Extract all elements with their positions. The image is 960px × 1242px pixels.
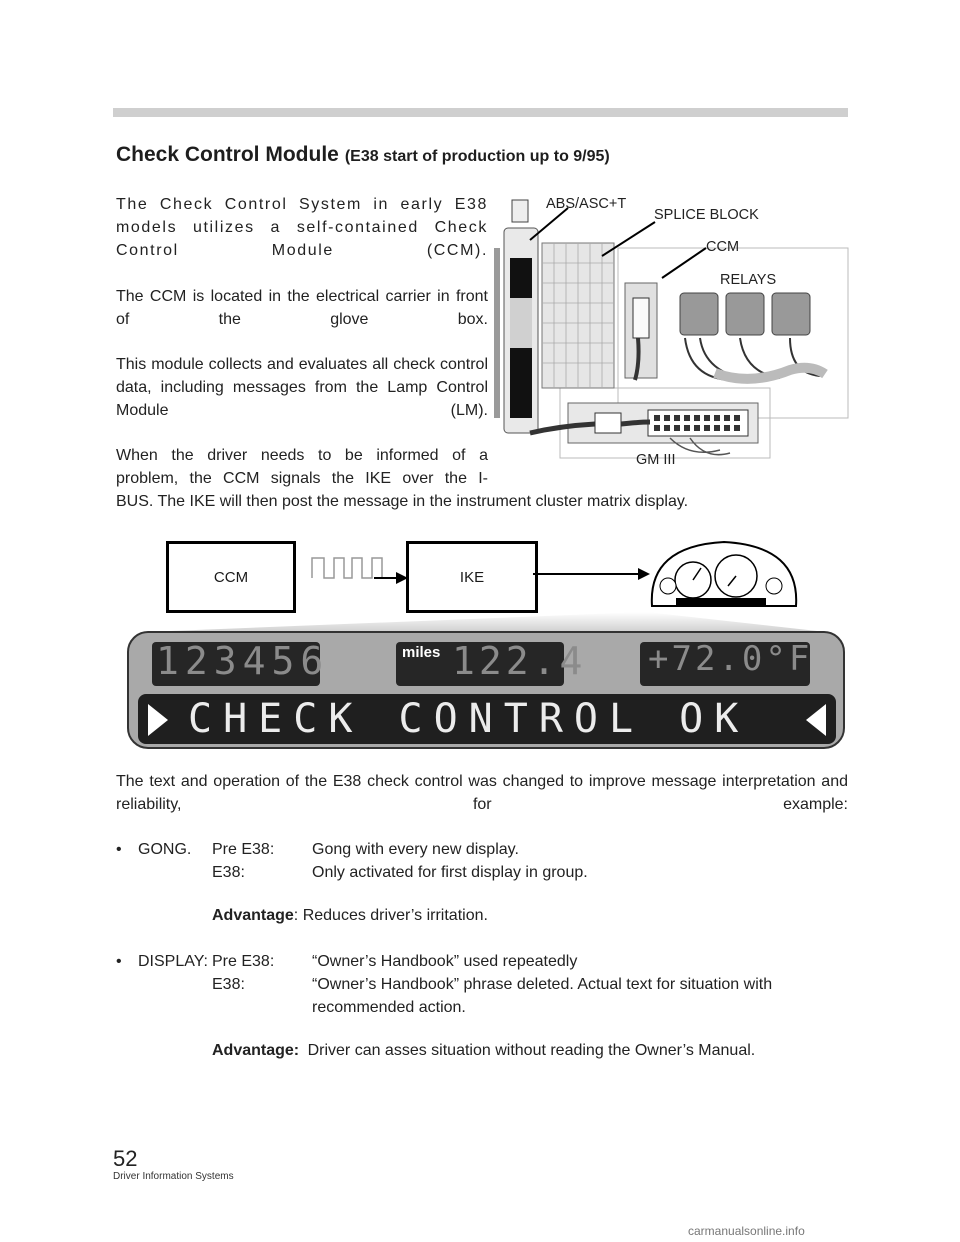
- advantage-label: Advantage:: [212, 1042, 300, 1059]
- e38-text: Only activated for first display in group.: [312, 864, 588, 881]
- intro-paragraph-2: The CCM is located in the electrical carrier in front of the glove box.: [116, 288, 488, 328]
- odometer-readout: 123456: [156, 639, 330, 683]
- intro-line-2: problem, the CCM signals the IKE over the I-: [116, 470, 488, 487]
- section-name: Driver Information Systems: [113, 1171, 234, 1182]
- advantage-label: Advantage: [212, 907, 294, 924]
- watermark-text: carmanualsonline.info: [688, 1224, 805, 1238]
- advantage-gong: [212, 907, 488, 925]
- ccm-box-label: CCM: [213, 568, 249, 586]
- advantage-text: : Reduces driver’s irritation.: [293, 907, 488, 924]
- trip-readout: 122.4: [452, 639, 587, 683]
- page-number: 52: [113, 1146, 138, 1171]
- changes-intro-text: The text and operation of the E38 check control was changed to improve message interpretation and reliability, for example:: [116, 773, 848, 813]
- label-ccm: CCM: [706, 239, 740, 255]
- abs-module: [504, 200, 538, 433]
- intro-line-3: BUS. The IKE will then post the message in the instrument cluster matrix display.: [116, 493, 689, 510]
- title-subtitle: (E38 start of production up to 9/95): [344, 148, 610, 165]
- e38-label: E38:: [212, 976, 245, 993]
- ccm-box: [166, 541, 296, 613]
- header-rule: [113, 108, 848, 117]
- data-pulse-signal: [312, 558, 396, 578]
- item-name: GONG.: [138, 841, 192, 858]
- pre-text: “Owner’s Handbook” used repeatedly: [312, 953, 578, 970]
- relays: [680, 293, 825, 380]
- check-control-message: CHECK CONTROL OK: [188, 696, 750, 742]
- label-relays: RELAYS: [720, 272, 777, 288]
- advantage-display: [212, 1042, 755, 1060]
- title-main: Check Control Module: [116, 143, 339, 166]
- label-abs: ABS/ASC+T: [546, 196, 627, 212]
- intro-paragraph-3: This module collects and evaluates all check control data, including messages from the Lamp Control Module (LM).: [116, 356, 488, 419]
- e38-label: E38:: [212, 864, 245, 881]
- trip-unit: miles: [402, 644, 441, 661]
- intro-paragraph-4a: [116, 444, 488, 490]
- intro-paragraph-1: The Check Control System in early E38 models utilizes a self-contained Check Control Module (CCM).: [116, 196, 488, 259]
- pre-label: Pre E38:: [212, 841, 275, 858]
- splice-block: [542, 243, 614, 388]
- pre-text: Gong with every new display.: [312, 841, 519, 858]
- advantage-text: Driver can asses situation without reading the Owner’s Manual.: [307, 1042, 756, 1059]
- instrument-cluster-icon: [648, 536, 800, 612]
- e38-text-continued: recommended action.: [312, 999, 466, 1016]
- signal-lines: [290, 540, 670, 620]
- gm-module: [530, 403, 758, 455]
- carrier-illustration: [490, 188, 850, 478]
- bullet: •: [116, 953, 122, 970]
- temperature-readout: +72.0°F: [648, 639, 813, 679]
- page-title: [116, 143, 610, 167]
- ccm-module: [625, 283, 657, 380]
- pre-label: Pre E38:: [212, 953, 275, 970]
- ike-box-label: IKE: [459, 568, 485, 586]
- label-splice-block: SPLICE BLOCK: [654, 207, 759, 223]
- changes-intro: [116, 770, 848, 816]
- item-name: DISPLAY:: [138, 953, 208, 970]
- e38-text: “Owner’s Handbook” phrase deleted. Actual text for situation with: [312, 976, 773, 993]
- label-gm-iii: GM III: [636, 452, 676, 468]
- bullet: •: [116, 841, 122, 858]
- intro-line-1: When the driver needs to be informed of a: [116, 447, 488, 464]
